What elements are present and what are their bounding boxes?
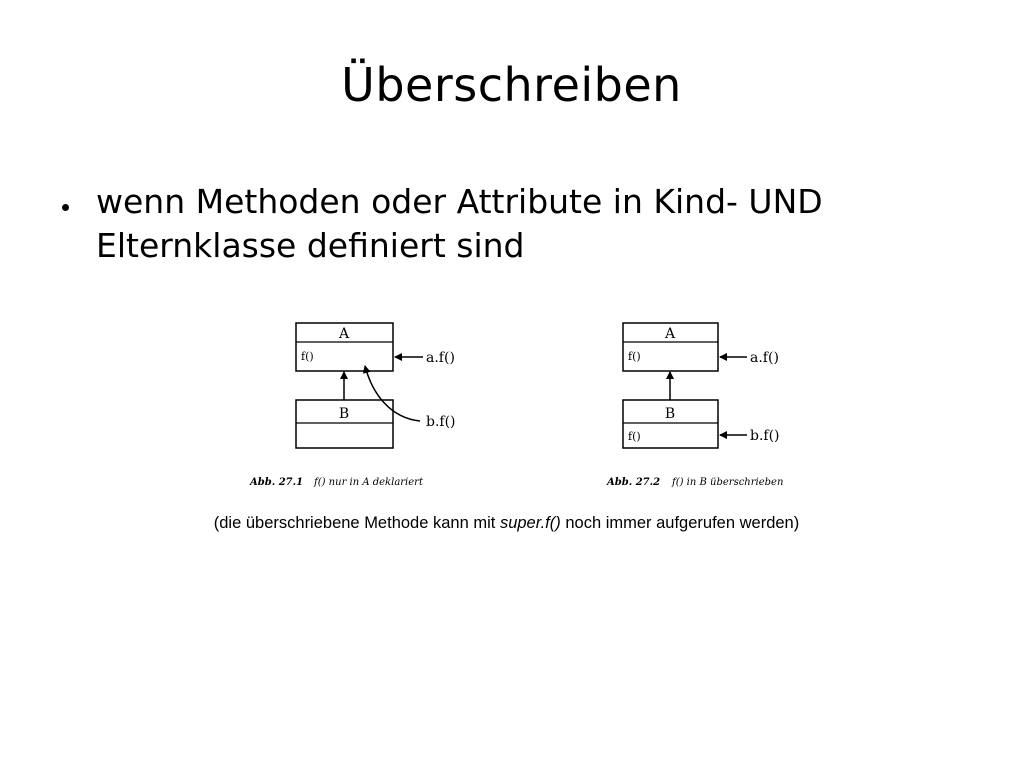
fig1-call-b-label: b.f()	[426, 414, 456, 430]
fig2-call-b-label: b.f()	[750, 428, 780, 444]
fig1-caption-label: Abb. 27.1	[250, 477, 304, 488]
fig1-call-a-label: a.f()	[426, 350, 455, 366]
note-suffix: noch immer aufgerufen werden)	[560, 514, 800, 532]
figure-2	[606, 323, 783, 488]
fig1-class-a-name: A	[338, 326, 350, 342]
bullet-point-icon	[62, 204, 69, 211]
fig2-class-a-name: A	[664, 326, 676, 342]
fig2-class-b-method: f()	[628, 430, 641, 443]
fig2-class-a-method: f()	[628, 350, 641, 363]
note-prefix: (die überschriebene Methode kann mit	[213, 514, 500, 532]
fig1-caption-text: f() nur in A deklariert	[314, 477, 423, 488]
fig1-class-b-name: B	[338, 406, 350, 422]
slide-title: Überschreiben	[341, 58, 682, 112]
fig2-caption-text: f() in B überschrieben	[672, 477, 784, 488]
inheritance-diagrams	[240, 308, 800, 498]
figure-1	[249, 323, 456, 488]
note-code: super.f()	[499, 514, 561, 532]
fig2-caption-label: Abb. 27.2	[607, 477, 661, 488]
fig2-class-b-name: B	[664, 406, 676, 422]
fig1-class-a-method: f()	[301, 350, 314, 363]
fig2-call-a-label: a.f()	[750, 350, 779, 366]
super-call-note	[0, 514, 1013, 533]
bullet-text: wenn Methoden oder Attribute in Kind- UND Elternklasse definiert sind	[96, 182, 823, 265]
